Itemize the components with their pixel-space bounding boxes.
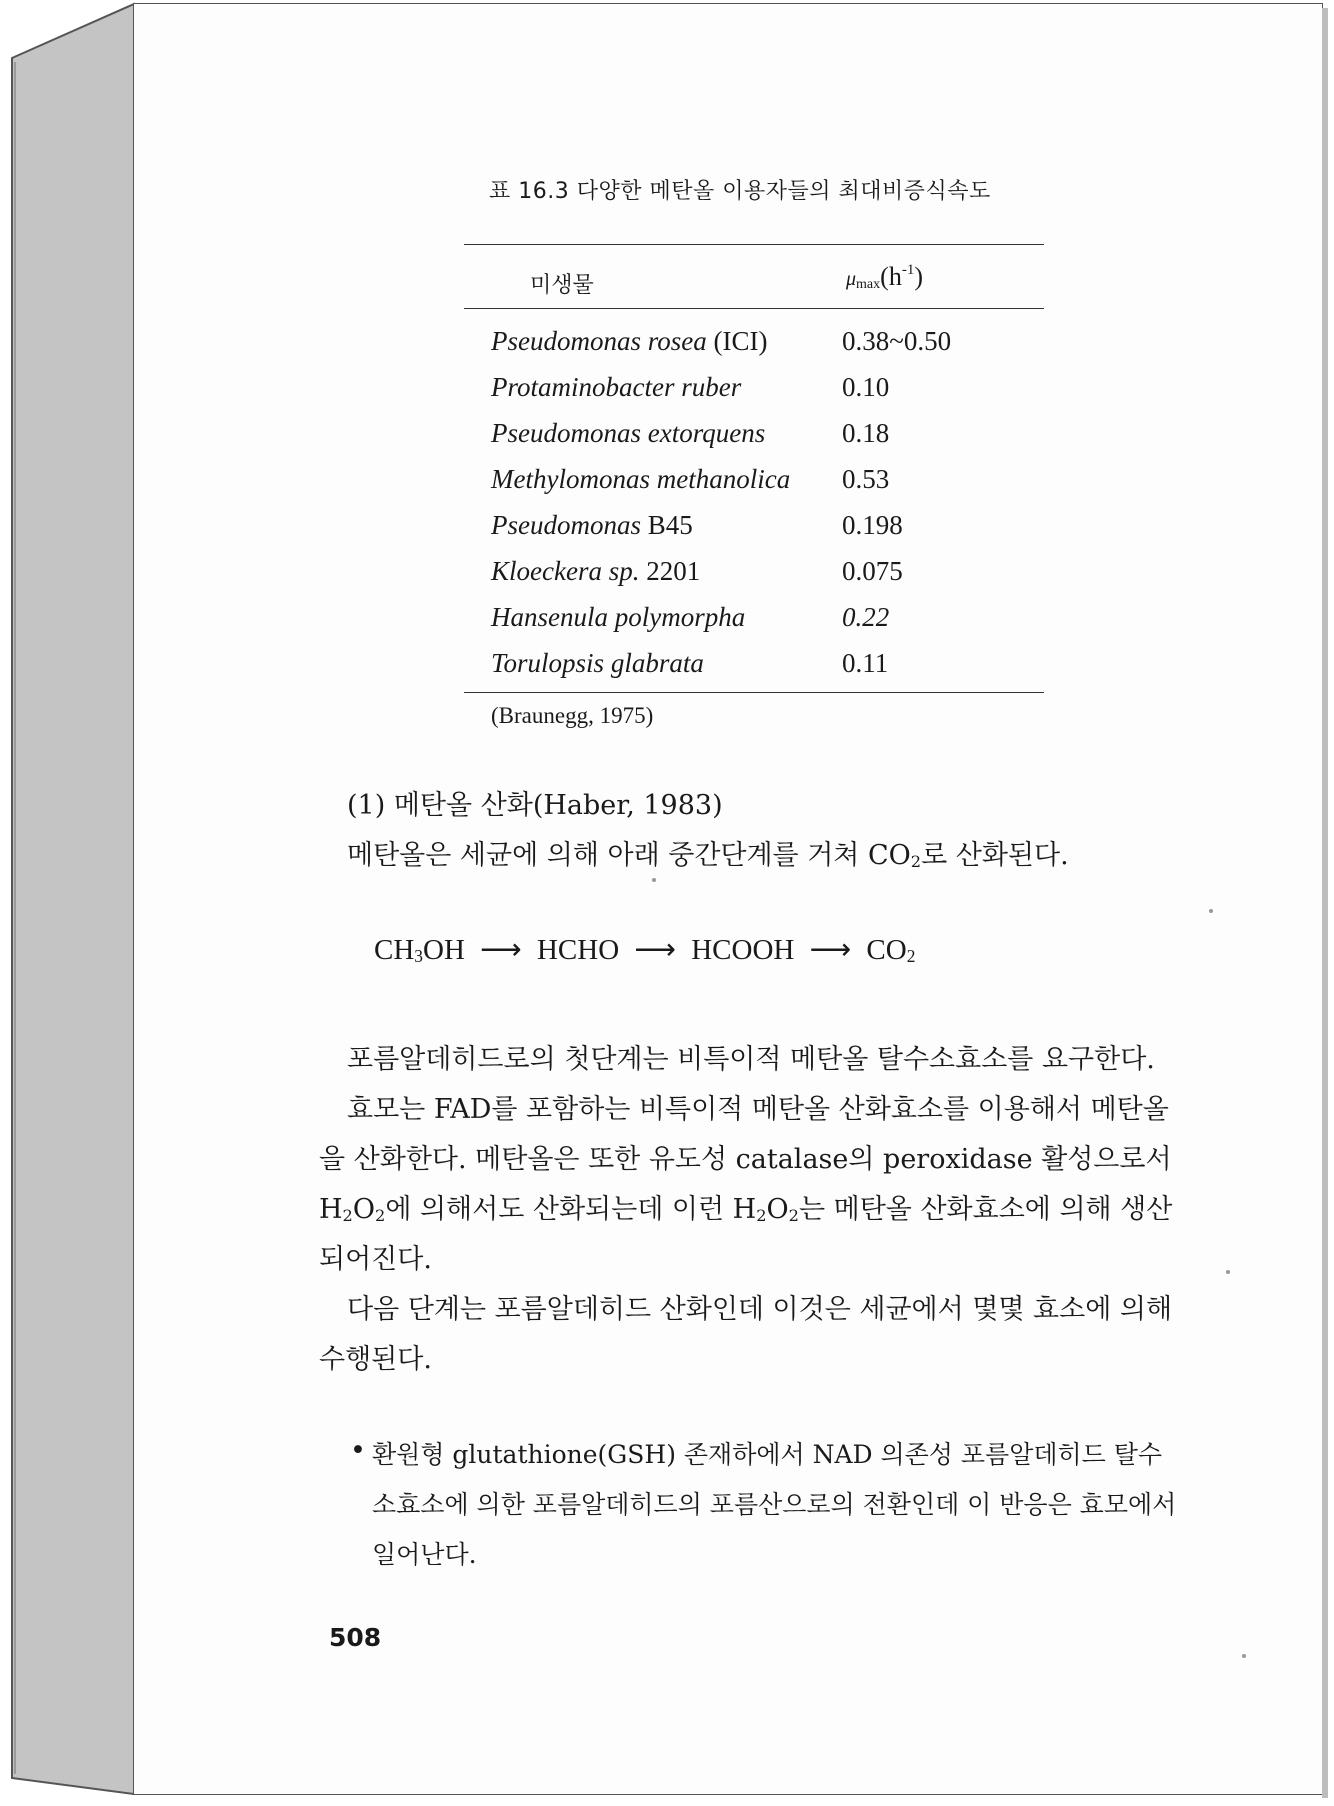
table-row — [491, 418, 765, 449]
reaction-arrow: ⟶ — [809, 934, 852, 966]
h2o2-o: O — [766, 1194, 789, 1225]
table-row — [491, 602, 745, 633]
book-page — [134, 4, 1322, 1794]
table-header-growth-rate — [846, 262, 923, 292]
paragraph-line: 효모는 FAD를 포함하는 비특이적 메탄올 산화효소를 이용해서 메탄올 — [347, 1094, 1169, 1125]
bullet-line: 일어난다. — [372, 1540, 477, 1569]
table-row — [491, 648, 704, 679]
formic-acid: HCOOH — [691, 934, 795, 966]
organism-name: Pseudomonas rosea — [491, 326, 707, 356]
intro-subscript: 2 — [910, 852, 922, 871]
paragraph-line: 되어진다. — [319, 1244, 432, 1275]
table-row — [491, 372, 741, 403]
paragraph-line — [319, 1187, 1172, 1226]
co2-a: CO — [866, 934, 907, 966]
table-row — [491, 556, 700, 587]
methanol — [374, 934, 465, 966]
unit-close: ) — [914, 262, 923, 291]
rate-value: 0.10 — [842, 372, 890, 402]
rate-value: 0.11 — [842, 648, 889, 678]
table-top-rule — [464, 244, 1044, 245]
organism-suffix: B45 — [641, 510, 693, 540]
h2o2-o: O — [352, 1194, 375, 1225]
methanol-sub: 3 — [414, 946, 423, 966]
organism-name: Protaminobacter ruber — [491, 372, 742, 402]
h2o2-sub: 2 — [375, 1206, 386, 1225]
intro-text-a: 메탄올은 세균에 의해 아래 중간단계를 거쳐 CO — [347, 840, 911, 871]
page-number: 508 — [329, 1623, 382, 1652]
section-heading: (1) 메탄올 산화(Haber, 1983) — [347, 790, 723, 821]
text-run: 는 메탄올 산화효소에 의해 생산 — [798, 1194, 1173, 1225]
unit-exponent: -1 — [901, 262, 915, 278]
table-source: (Braunegg, 1975) — [491, 703, 654, 728]
text-run: 에 의해서도 산화되는데 이런 H — [385, 1194, 757, 1225]
organism-name: Kloeckera sp. — [491, 556, 640, 586]
bullet-line: 소효소에 의한 포름알데히드의 포름산으로의 전환인데 이 반응은 효모에서 — [372, 1490, 1177, 1519]
table-caption: 표 16.3 다양한 메탄올 이용자들의 최대비증식속도 — [489, 179, 991, 204]
scan-speck — [1226, 1270, 1230, 1274]
table-header-organism: 미생물 — [530, 273, 594, 298]
paragraph-line: 수행된다. — [319, 1344, 432, 1375]
organism-name: Hansenula polymorpha — [491, 602, 746, 632]
organism-suffix: 2201 — [639, 556, 701, 586]
h2o2-sub: 2 — [342, 1206, 353, 1225]
reaction-arrow: ⟶ — [634, 934, 676, 966]
rate-value: 0.18 — [842, 418, 890, 448]
intro-text-b: 로 산화된다. — [921, 840, 1069, 871]
mu-subscript: max — [856, 277, 881, 292]
table-header-rule — [464, 308, 1044, 309]
rate-value: 0.22 — [842, 602, 890, 632]
scan-speck — [1209, 909, 1213, 913]
h2o2-sub: 2 — [788, 1206, 799, 1225]
rate-value: 0.075 — [842, 556, 903, 586]
carbon-dioxide — [866, 934, 915, 966]
organism-suffix: (ICI) — [706, 326, 768, 356]
paragraph-line: 다음 단계는 포름알데히드 산화인데 이것은 세균에서 몇몇 효소에 의해 — [347, 1294, 1173, 1325]
section-intro — [347, 833, 1069, 872]
rate-value: 0.198 — [842, 510, 903, 540]
paragraph-line: 을 산화한다. 메탄올은 또한 유도성 catalase의 peroxidase 활성으로서 — [319, 1144, 1172, 1175]
unit-open: (h — [880, 262, 902, 291]
table-bottom-rule — [464, 692, 1044, 693]
reaction-scheme — [374, 932, 915, 967]
bullet-marker: • — [350, 1435, 366, 1466]
organism-name: Methylomonas methanolica — [491, 464, 791, 494]
organism-name: Torulopsis glabrata — [491, 648, 704, 678]
h2o2-sub: 2 — [756, 1206, 767, 1225]
rate-value: 0.53 — [842, 464, 890, 494]
methanol-b: OH — [423, 934, 465, 966]
organism-name: Pseudomonas extorquens — [491, 418, 766, 448]
organism-name: Pseudomonas — [491, 510, 641, 540]
paragraph-line: 포름알데히드로의 첫단계는 비특이적 메탄올 탈수소효소를 요구한다. — [347, 1044, 1155, 1075]
table-row — [491, 510, 693, 541]
h2o2-h: H — [319, 1194, 343, 1225]
bullet-line: 환원형 glutathione(GSH) 존재하에서 NAD 의존성 포름알데히드 탈수 — [372, 1440, 1163, 1469]
table-row — [491, 464, 790, 495]
page-stack-side — [12, 4, 134, 1794]
scan-speck — [1242, 1654, 1246, 1658]
rate-value: 0.38~0.50 — [842, 326, 952, 356]
formaldehyde: HCHO — [536, 934, 620, 966]
co2-sub: 2 — [906, 946, 916, 966]
methanol-a: CH — [374, 934, 415, 966]
scan-speck — [652, 878, 656, 882]
mu-symbol: μ — [846, 268, 857, 290]
table-row — [491, 326, 767, 357]
reaction-arrow: ⟶ — [480, 934, 522, 966]
